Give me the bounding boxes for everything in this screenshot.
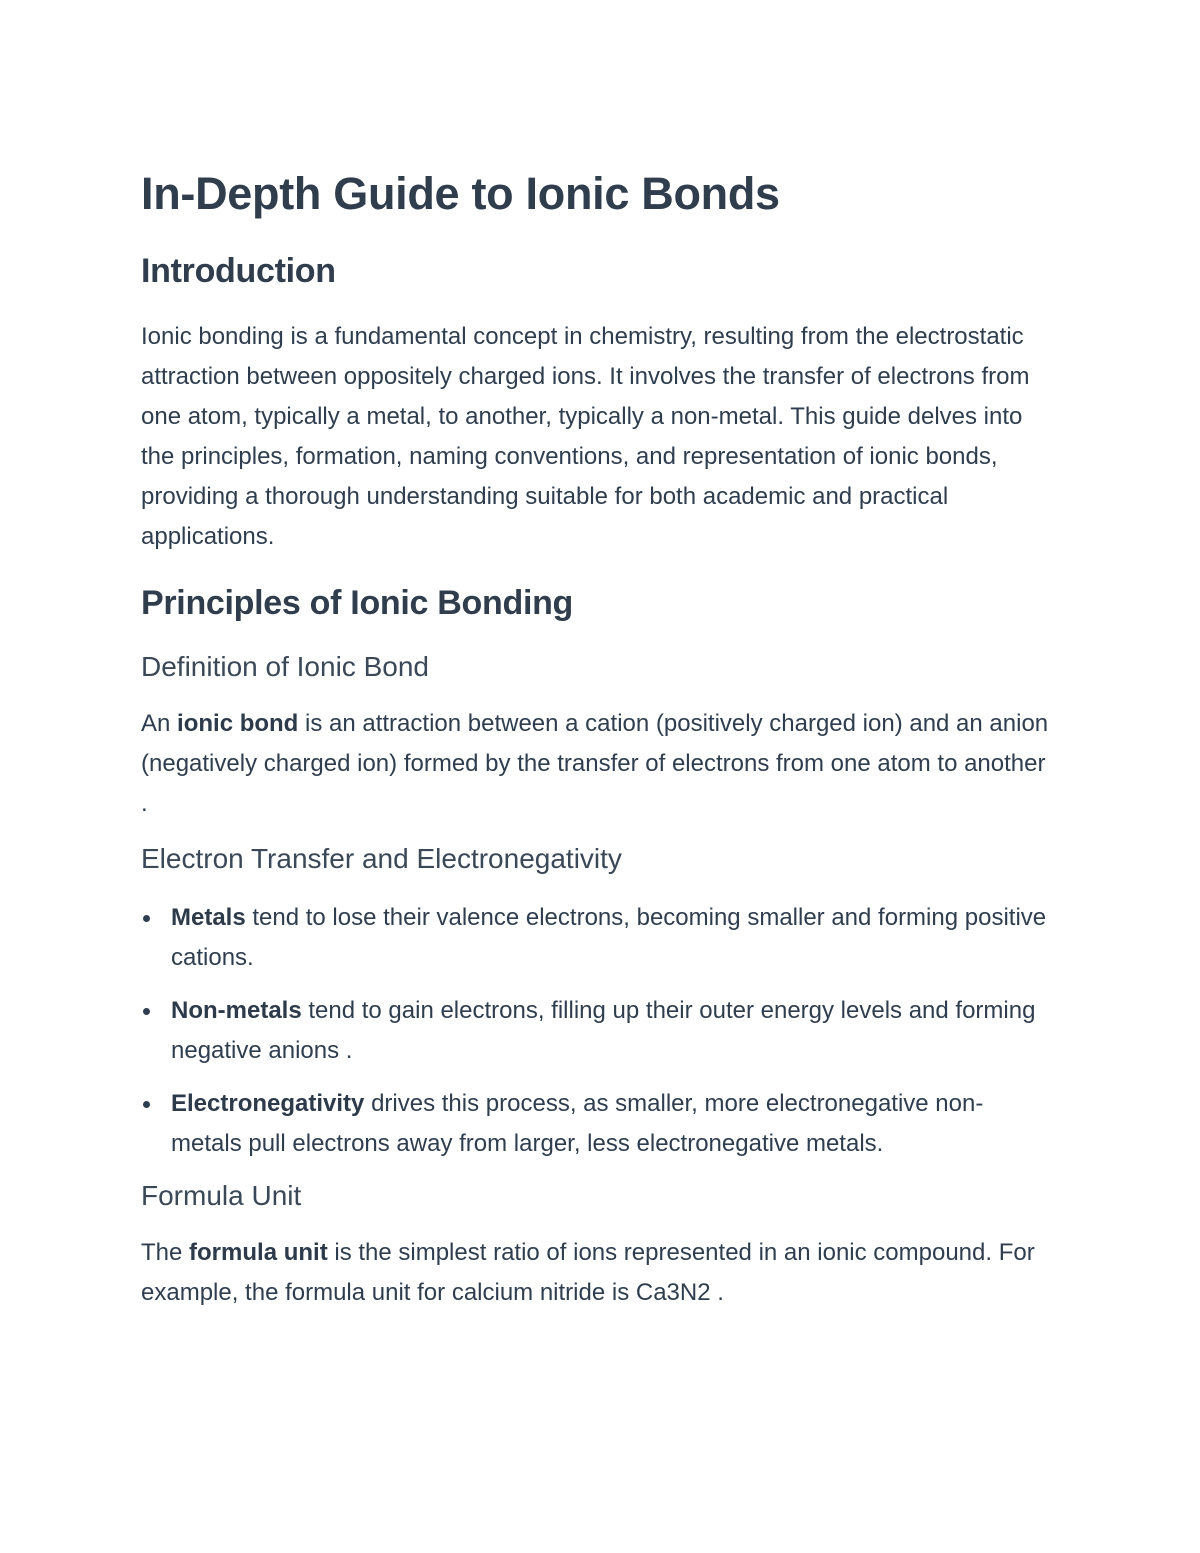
transfer-list (141, 898, 1050, 1164)
bullet-icon (143, 1008, 150, 1015)
list-item-term: Electronegativity (171, 1090, 365, 1117)
definition-term: ionic bond (177, 710, 299, 737)
formula-unit-prefix: The (141, 1239, 190, 1266)
list-item-term: Metals (171, 904, 246, 931)
formula-unit-paragraph (141, 1233, 1050, 1313)
definition-paragraph (141, 704, 1050, 824)
list-item (141, 1084, 1050, 1164)
list-item-text: tend to lose their valence electrons, becoming smaller and forming positive cations. (171, 904, 1047, 971)
formula-unit-term: formula unit (189, 1239, 328, 1266)
formula-unit-suffix: is the simplest ratio of ions represented in an ionic compound. For example, the formula unit for calcium nitride is Ca3N2 . (141, 1239, 1035, 1306)
principles-heading: Principles of Ionic Bonding (141, 584, 574, 622)
definition-prefix: An (141, 710, 178, 737)
list-item-text: drives this process, as smaller, more electronegative non-metals pull electrons away from larger, less electronegative metals. (171, 1090, 984, 1157)
bullet-icon (143, 1101, 150, 1108)
definition-suffix: is an attraction between a cation (positively charged ion) and an anion (negatively charged ion) formed by the transfer of electrons from one atom to another . (141, 710, 1049, 817)
document-title: In-Depth Guide to Ionic Bonds (141, 168, 780, 219)
list-item (141, 898, 1050, 978)
list-item-term: Non-metals (171, 997, 302, 1024)
transfer-heading: Electron Transfer and Electronegativity (141, 843, 622, 874)
list-item-text: tend to gain electrons, filling up their outer energy levels and forming negative anions . (171, 997, 1036, 1064)
introduction-heading: Introduction (141, 252, 336, 290)
definition-heading: Definition of Ionic Bond (141, 651, 429, 682)
bullet-icon (143, 915, 150, 922)
list-item (141, 991, 1050, 1071)
introduction-paragraph: Ionic bonding is a fundamental concept in chemistry, resulting from the electrostatic attraction between oppositely charged ions. It involves the transfer of electrons from one atom, typically a metal, to another, typically a non-metal. This guide delves into the principles, formation, naming conventions, and representation of ionic bonds, providing a thorough understanding suitable for both academic and practical applications. (141, 323, 1030, 550)
formula-unit-heading: Formula Unit (141, 1180, 302, 1211)
